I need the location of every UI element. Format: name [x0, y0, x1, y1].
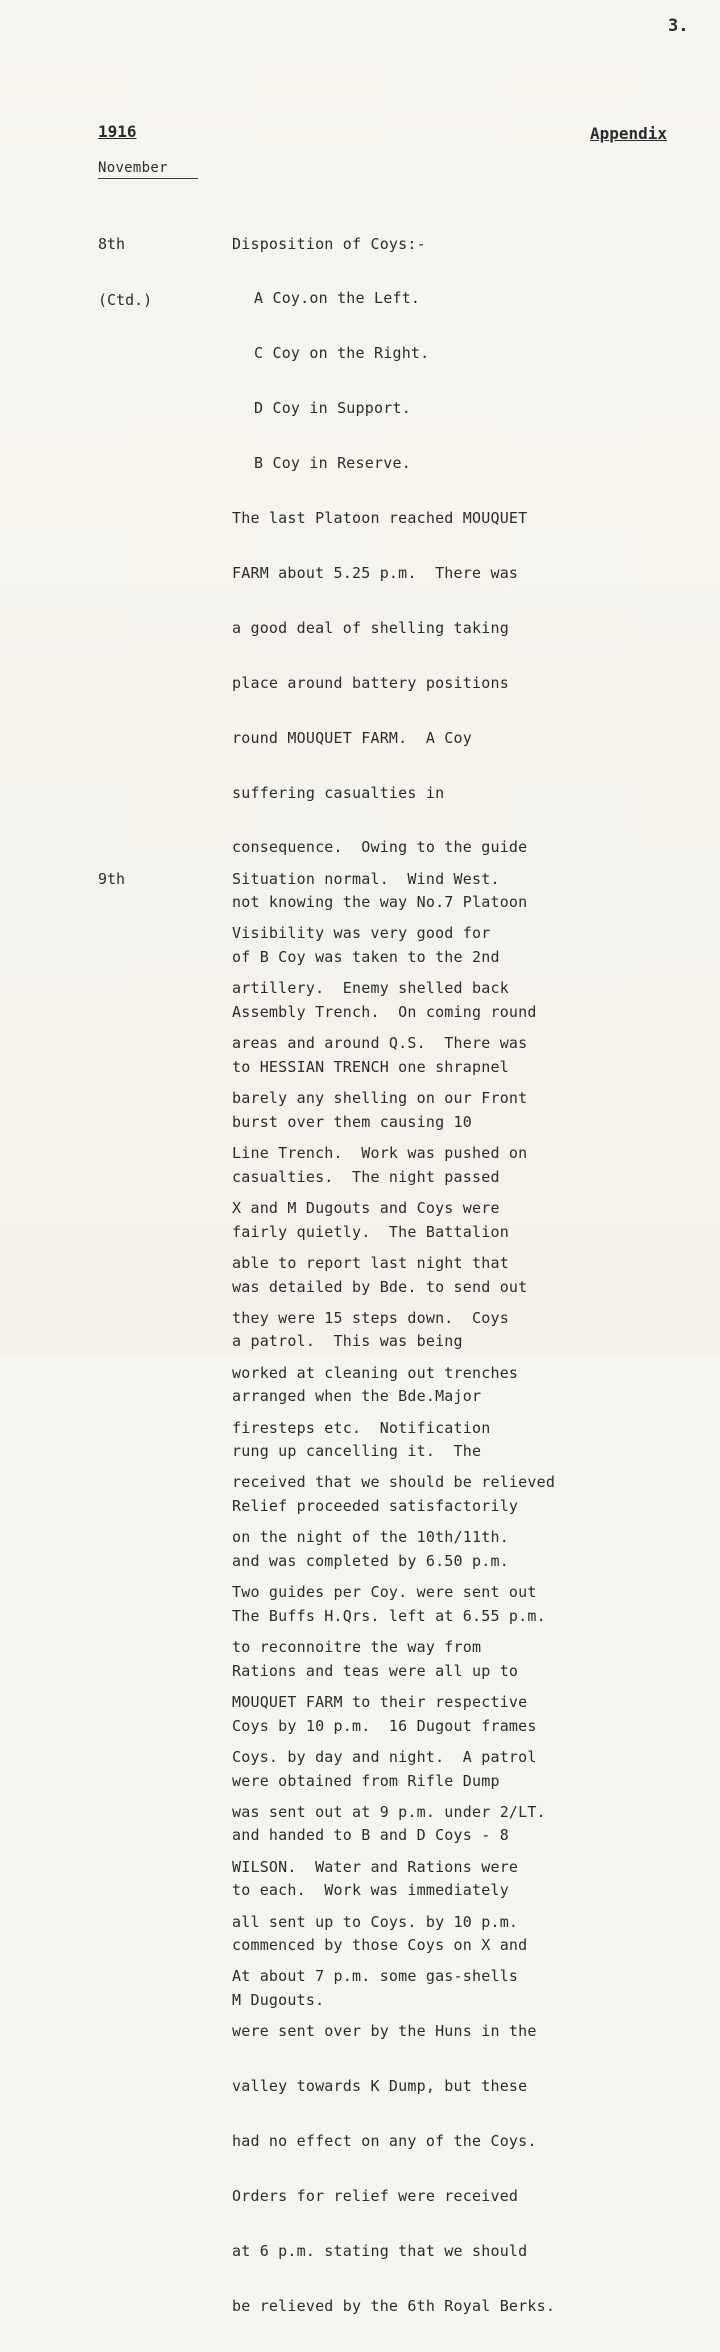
- entry-line: B Coy in Reserve.: [254, 454, 411, 473]
- entry-line: on the night of the 10th/11th.: [232, 1528, 509, 1547]
- entry-line: MOUQUET FARM to their respective: [232, 1692, 528, 1711]
- entry-line: D Coy in Support.: [254, 399, 411, 418]
- entry-line: Relief proceeded satisfactorily: [232, 1497, 519, 1516]
- entry-line: commenced by those Coys on X and: [232, 1936, 528, 1955]
- entry-line: were obtained from Rifle Dump: [232, 1771, 500, 1790]
- entry-line: fairly quietly. The Battalion: [232, 1222, 509, 1241]
- entry-date-line: (Ctd.): [98, 290, 153, 309]
- entry-line: place around battery positions: [232, 673, 509, 692]
- entry-line: not knowing the way No.7 Platoon: [232, 893, 528, 912]
- month-heading: November: [98, 160, 198, 179]
- entry-line: A Coy.on the Left.: [254, 289, 421, 308]
- entry-line: barely any shelling on our Front: [232, 1089, 528, 1108]
- entry-line: burst over them causing 10: [232, 1112, 472, 1131]
- entry-line: Situation normal. Wind West.: [232, 869, 500, 888]
- entry-line: C Coy on the Right.: [254, 344, 430, 363]
- entry-line: to each. Work was immediately: [232, 1881, 509, 1900]
- entry-line: valley towards K Dump, but these: [232, 2077, 528, 2096]
- entry-line: Coys. by day and night. A patrol: [232, 1747, 537, 1766]
- entry-line: areas and around Q.S. There was: [232, 1034, 528, 1053]
- entry-line: was detailed by Bde. to send out: [232, 1277, 528, 1296]
- entry-line: be relieved by the 6th Royal Berks.: [232, 2296, 556, 2315]
- entry-line: suffering casualties in: [232, 783, 445, 802]
- entry-line: they were 15 steps down. Coys: [232, 1308, 509, 1327]
- entry-line: M Dugouts.: [232, 1991, 325, 2010]
- entry-line: Rations and teas were all up to: [232, 1661, 519, 1680]
- entry-line: and was completed by 6.50 p.m.: [232, 1551, 509, 1570]
- entry-date-line: 8th: [98, 235, 126, 254]
- entry-line: Line Trench. Work was pushed on: [232, 1144, 528, 1163]
- entry-line: firesteps etc. Notification: [232, 1418, 491, 1437]
- entry-line: a good deal of shelling taking: [232, 618, 509, 637]
- entry-line: Visibility was very good for: [232, 924, 491, 943]
- entry-line: casualties. The night passed: [232, 1167, 500, 1186]
- entry-line: artillery. Enemy shelled back: [232, 979, 509, 998]
- entry-line: Two guides per Coy. were sent out: [232, 1583, 537, 1602]
- entry-date-9th: [98, 833, 134, 926]
- entry-line: had no effect on any of the Coys.: [232, 2132, 537, 2151]
- entry-line: to reconnoitre the way from: [232, 1638, 482, 1657]
- entry-line: WILSON. Water and Rations were: [232, 1857, 519, 1876]
- entry-line: The Buffs H.Qrs. left at 6.55 p.m.: [232, 1606, 546, 1625]
- entry-line: to HESSIAN TRENCH one shrapnel: [232, 1057, 509, 1076]
- entry-line: Assembly Trench. On coming round: [232, 1003, 537, 1022]
- entry-line: and handed to B and D Coys - 8: [232, 1826, 509, 1845]
- entry-line: round MOUQUET FARM. A Coy: [232, 728, 472, 747]
- entry-line: worked at cleaning out trenches: [232, 1363, 519, 1382]
- entry-line: FARM about 5.25 p.m. There was: [232, 563, 519, 582]
- entry-line: X and M Dugouts and Coys were: [232, 1198, 500, 1217]
- entry-line: The last Platoon reached MOUQUET: [232, 509, 528, 528]
- entry-line: at 6 p.m. stating that we should: [232, 2241, 528, 2260]
- entry-line: able to report last night that: [232, 1253, 509, 1272]
- entry-line: arranged when the Bde.Major: [232, 1387, 482, 1406]
- entry-text-9th: [232, 833, 555, 2352]
- entry-line: was sent out at 9 p.m. under 2/LT.: [232, 1802, 546, 1821]
- entry-line: Orders for relief were received: [232, 2186, 519, 2205]
- entry-line: all sent up to Coys. by 10 p.m.: [232, 1912, 519, 1931]
- entry-line: consequence. Owing to the guide: [232, 838, 528, 857]
- entry-line: At about 7 p.m. some gas-shells: [232, 1967, 519, 1986]
- appendix-heading: Appendix: [590, 124, 668, 143]
- year-heading: 1916: [98, 122, 137, 141]
- entry-line: rung up cancelling it. The: [232, 1442, 482, 1461]
- entry-line: a patrol. This was being: [232, 1332, 463, 1351]
- entry-line: Disposition of Coys:-: [232, 234, 426, 253]
- page-number: 3.: [668, 16, 689, 36]
- entry-line: Coys by 10 p.m. 16 Dugout frames: [232, 1716, 537, 1735]
- entry-line: were sent over by the Huns in the: [232, 2022, 537, 2041]
- entry-line: of B Coy was taken to the 2nd: [232, 948, 500, 967]
- entry-line: received that we should be relieved: [232, 1473, 556, 1492]
- entry-date-line: 9th: [98, 870, 126, 889]
- entry-date-8th: [98, 198, 152, 347]
